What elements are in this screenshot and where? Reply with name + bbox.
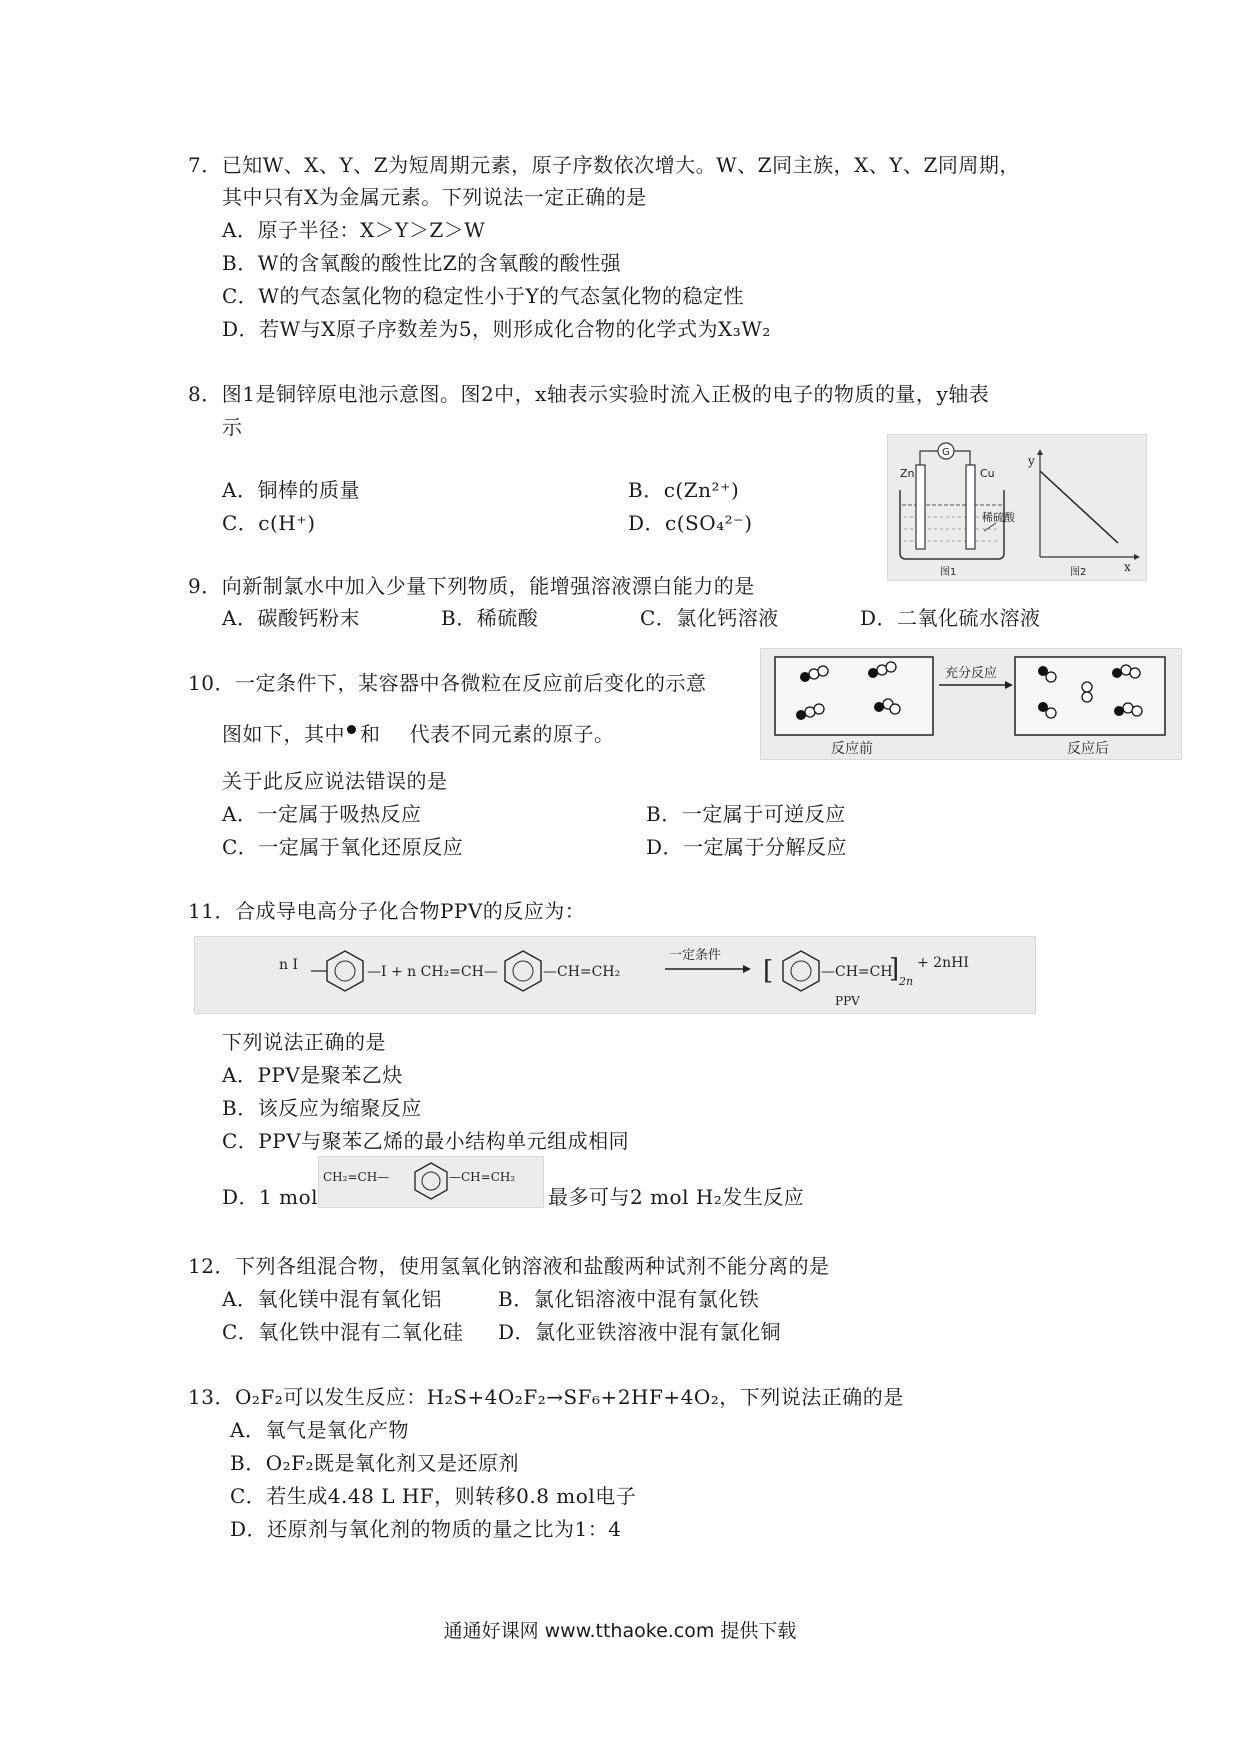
q7-option-b: B．W的含氧酸的酸性比Z的含氧酸的酸性强 (222, 251, 622, 275)
q10-option-b: B．一定属于可逆反应 (646, 802, 846, 826)
svg-text:图1: 图1 (940, 567, 957, 578)
svg-text:G: G (942, 447, 950, 458)
q11-option-d-structure (318, 1156, 544, 1208)
q11-reaction-figure (194, 936, 1036, 1014)
q8-option-b: B．c(Zn²⁺) (628, 478, 740, 502)
q8-option-d: D．c(SO₄²⁻) (628, 511, 753, 535)
svg-text:充分反应: 充分反应 (945, 666, 998, 681)
q12-option-d: D．氯化亚铁溶液中混有氯化铜 (498, 1320, 782, 1344)
q11-option-b: B．该反应为缩聚反应 (222, 1096, 422, 1120)
svg-text:—CH=CH: —CH=CH (821, 964, 893, 980)
q8-stem-line1: 8．图1是铜锌原电池示意图。图2中，x轴表示实验时流入正极的电子的物质的量，y轴表 (188, 382, 990, 406)
q9-option-c: C．氯化钙溶液 (640, 606, 779, 630)
q12-option-a: A．氧化镁中混有氧化铝 (222, 1287, 442, 1311)
svg-text:Cu: Cu (980, 467, 995, 480)
svg-text:CH₂=CH—: CH₂=CH— (323, 1170, 390, 1184)
q7-option-a: A．原子半径：X＞Y＞Z＞W (222, 218, 486, 242)
open-bracket: [ (763, 956, 774, 986)
q9-option-d: D．二氧化硫水溶液 (860, 606, 1041, 630)
svg-text:Zn: Zn (900, 467, 915, 480)
q13-option-b: B．O₂F₂既是氧化剂又是还原剂 (230, 1451, 520, 1475)
q8-option-a: A．铜棒的质量 (222, 478, 360, 502)
q10-figure (760, 648, 1182, 760)
q8-figure (887, 434, 1147, 581)
q7-option-c: C．W的气态氢化物的稳定性小于Y的气态氢化物的稳定性 (222, 284, 745, 308)
ppv-reaction-equation (195, 937, 1035, 1013)
svg-text:一定条件: 一定条件 (669, 948, 722, 963)
q8-option-c: C．c(H⁺) (222, 511, 316, 535)
q13-option-d: D．还原剂与氧化剂的物质的量之比为1：4 (230, 1517, 622, 1541)
footer-source: 通通好课网 www.tthaoke.com 提供下载 (443, 1620, 797, 1642)
q10-option-a: A．一定属于吸热反应 (222, 802, 422, 826)
cu-electrode (966, 465, 975, 549)
q9-stem: 9．向新制氯水中加入少量下列物质，能增强溶液漂白能力的是 (188, 574, 755, 598)
q8-stem-line2: 示 (222, 415, 243, 439)
black-atom-icon (347, 725, 356, 734)
q9-option-b: B．稀硫酸 (441, 606, 539, 630)
svg-text:+ 2nHI: + 2nHI (917, 955, 969, 971)
q12-option-c: C．氧化铁中混有二氧化硅 (222, 1320, 464, 1344)
q11-option-c: C．PPV与聚苯乙烯的最小结构单元组成相同 (222, 1129, 630, 1153)
zn-electrode (916, 465, 925, 549)
q9-option-a: A．碳酸钙粉末 (222, 606, 360, 630)
q13-stem: 13．O₂F₂可以发生反应：H₂S+4O₂F₂→SF₆+2HF+4O₂，下列说法正确的是 (188, 1385, 904, 1409)
q7-stem-line2: 其中只有X为金属元素。下列说法一定正确的是 (222, 185, 647, 209)
q10-option-c: C．一定属于氧化还原反应 (222, 835, 464, 859)
graph-line (1040, 471, 1118, 543)
q7-option-d: D．若W与X原子序数差为5，则形成化合物的化学式为X₃W₂ (222, 317, 771, 341)
q12-stem: 12．下列各组混合物，使用氢氧化钠溶液和盐酸两种试剂不能分离的是 (188, 1254, 830, 1278)
q13-option-a: A．氧气是氧化产物 (230, 1418, 409, 1442)
svg-text:反应前: 反应前 (831, 741, 873, 757)
q10-stem-line1: 10．一定条件下，某容器中各微粒在反应前后变化的示意 (188, 671, 707, 695)
svg-text:图2: 图2 (1070, 567, 1087, 578)
q11-option-d-pre: D．1 mol (222, 1185, 319, 1209)
reaction-diagram (761, 649, 1181, 759)
galvanic-cell-diagram (888, 435, 1146, 580)
svg-text:—CH=CH₂: —CH=CH₂ (543, 964, 621, 980)
svg-text:x: x (1124, 560, 1131, 574)
q11-option-d-post: 最多可与2 mol H₂发生反应 (548, 1185, 805, 1209)
svg-text:y: y (1028, 454, 1035, 468)
q11-stem: 11．合成导电高分子化合物PPV的反应为： (188, 899, 586, 923)
q12-option-b: B．氯化铝溶液中混有氯化铁 (498, 1287, 760, 1311)
svg-text:反应后: 反应后 (1067, 741, 1109, 757)
before-box (775, 657, 933, 735)
q10-option-d: D．一定属于分解反应 (646, 835, 848, 859)
svg-text:稀硫酸: 稀硫酸 (982, 511, 1015, 524)
q11-intro: 下列说法正确的是 (222, 1030, 386, 1054)
svg-text:2n: 2n (899, 975, 914, 988)
q10-stem-line3: 关于此反应说法错误的是 (222, 769, 448, 793)
svg-text:n I: n I (279, 957, 298, 973)
q7-stem-line1: 7．已知W、X、Y、Z为短周期元素，原子序数依次增大。W、Z同主族，X、Y、Z同周期， (188, 153, 1020, 177)
q11-option-a: A．PPV是聚苯乙炔 (222, 1063, 403, 1087)
svg-text:PPV: PPV (835, 994, 860, 1008)
close-bracket: ] (889, 954, 900, 984)
svg-text:—I + n CH₂=CH—: —I + n CH₂=CH— (367, 964, 498, 980)
svg-text:—CH=CH₂: —CH=CH₂ (449, 1170, 516, 1184)
divinylbenzene-structure (319, 1157, 543, 1207)
q10-stem-line2: 图如下，其中 和 代表不同元素的原子。 (222, 722, 615, 746)
q13-option-c: C．若生成4.48 L HF，则转移0.8 mol电子 (230, 1484, 637, 1508)
white-atom-icon (387, 730, 396, 739)
